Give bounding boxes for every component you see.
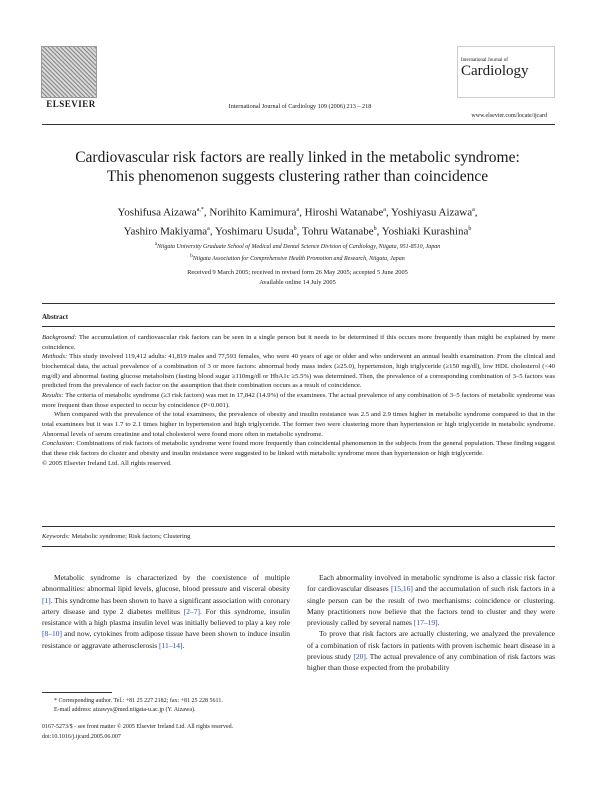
text-run: To prove that risk factors are actually clustering, we analyzed the prevalence of a combination of risk factors in patients with proven ischemic heart disease in a previous study [307, 629, 555, 662]
author-line-1: Yoshifusa Aizawa$^{a,*}$, Norihito Kamimura$^a$, Hiroshi Watanabe$^a$, Yoshiyasu Aizawa$^a$, [117, 206, 478, 219]
publisher-logo-text: ELSEVIER [46, 99, 96, 109]
author-email[interactable]: E-mail address: aizawys@med.niigata-u.ac.jp (Y. Aizawa). [54, 707, 196, 713]
author-affiliation-mark: a [383, 207, 386, 213]
article-dates [80, 268, 515, 287]
section-label: Conclusion: [42, 440, 75, 448]
issn-line: 0167-5273/$ - see front matter © 2005 Elsevier Ireland Ltd. All rights reserved. [42, 724, 234, 730]
abstract-heading-divider [42, 326, 555, 327]
article-title-line2: This phenomenon suggests clustering rather than coincidence [106, 168, 489, 185]
author-affiliation-mark: b [373, 225, 377, 232]
section-text: The accumulation of cardiovascular risk factors can be seen in a single person but it needs to be determined if this occurs more frequently than might be explained by mere coincidence. [42, 334, 556, 351]
affiliation-text: Niigata Association for Comprehensive Health Promotion and Research, Niigata, Japan [192, 256, 405, 262]
text-run: and now, cytokines from adipose tissue have been shown to induce insulin resistance or aggravate atherosclerosis [42, 629, 290, 650]
abstract-results-continued: When compared with the prevalence of the total examinees, the prevalence of obesity and insulin resistance was 2.5 and 2.9 times higher in metabolic syndrome compared to that in the total examinees but it was 1.7 to 2.1 times higher in hypertension and high triglyceride. The former two were clustering more than hypertension or high triglyceride in metabolic syndrome. Abnormal levels of serum creatinine and total cholesterol were found more often in metabolic syndrome. [42, 411, 555, 438]
abstract-conclusion [42, 439, 555, 458]
text-run: Metabolic syndrome is characterized by the coexistence of multiple abnormalities: abnormal lipid levels, glucose, blood pressure and visceral obesity [42, 573, 290, 594]
abstract-body [42, 333, 555, 468]
citation-link[interactable]: [2–7] [183, 606, 200, 616]
keywords [42, 533, 555, 540]
text-run: and the accumulation of such risk factors in a single person can be the result of two mechanisms: coincidence or clustering. Many practitioners now believe that the factors tend to cluster and they were previously called by several names [307, 584, 555, 628]
author-affiliation-mark: a,* [196, 207, 204, 213]
citation-link[interactable]: [15,16] [391, 584, 413, 594]
right-column [307, 572, 555, 674]
body-paragraph [42, 572, 290, 651]
article-title-line1: Cardiovascular risk factors are really linked in the metabolic syndrome: [75, 149, 520, 166]
abstract-methods [42, 352, 555, 391]
doi-line[interactable]: doi:10.1016/j.ijcard.2005.06.007 [42, 733, 121, 740]
copyright-notice: © 2005 Elsevier Ireland Ltd. All rights reserved. [42, 459, 172, 467]
journal-cover-subtitle: International Journal of [461, 58, 508, 63]
citation-link[interactable]: [1] [42, 595, 51, 605]
affiliation-b [80, 252, 515, 264]
author-affiliation-mark: b [293, 225, 297, 232]
section-label: Background: [42, 334, 77, 341]
section-text: Combinations of risk factors of metabolic syndrome were found more frequently than coincidental phenomenon in the subjects from the general population. These finding suggest that these risk factors do cluster and obesity and insulin resistance were suggested to be linked with metabolic syndrome more than hypertension or high triglyceride. [42, 440, 555, 457]
citation-link[interactable]: [11–14] [159, 640, 183, 650]
abstract-heading: Abstract [42, 313, 69, 321]
abstract-results [42, 391, 555, 410]
header-divider [42, 124, 555, 125]
journal-cover-title: Cardiology [461, 63, 529, 79]
text-run: . The actual prevalence of any combination of risk factors was higher than those expected from the probability [307, 652, 555, 673]
section-text: The criteria of metabolic syndrome (≥3 risk factors) was met in 17,842 (14.9%) of the examinees. The actual prevalence of any combination of 3–5 factors of metabolic syndrome was more frequent than those expected to occur by coincidence (P<0.001). [42, 391, 556, 409]
text-run: . This syndrome has been shown to have a significant association with coronary artery disease and type 2 diabetes mellitus [42, 595, 290, 616]
section-label: Results: [42, 391, 64, 399]
section-label: Methods: [42, 353, 68, 361]
author-name: Yoshimaru Usuda [214, 225, 294, 238]
author-name: Tohru Watanabe [301, 225, 374, 238]
citation-link[interactable]: [17–19] [413, 618, 438, 628]
author-name: Yoshiyasu Aizawa [391, 206, 473, 219]
journal-citation: International Journal of Cardiology 109 (2006) 213 – 218 [228, 103, 372, 110]
corresponding-author-footnote [42, 697, 290, 715]
body-paragraph [307, 572, 555, 628]
footnote-divider [42, 692, 112, 693]
corresponding-author: * Corresponding author. Tel.: +81 25 227 2182; fax: +81 25 228 5611. [54, 698, 223, 704]
text-run: . [437, 618, 440, 628]
abstract-background [42, 333, 555, 352]
publisher-logo-image [41, 46, 97, 98]
author-name: Hiroshi Watanabe [304, 206, 384, 219]
author-name: Yoshiaki Kurashina [381, 225, 469, 238]
author-name: Yoshifusa Aizawa [117, 206, 197, 219]
journal-url[interactable]: www.elsevier.com/locate/ijcard [471, 113, 547, 119]
keywords-label: Keywords: [42, 533, 70, 540]
body-paragraph [307, 628, 555, 673]
author-name: Norihito Kamimura [209, 206, 297, 219]
citation-link[interactable]: [20] [353, 652, 366, 662]
text-run: Each abnormality involved in metabolic syndrome is also a classic risk factor for cardiovascular diseases [307, 573, 555, 594]
online-date: Available online 14 July 2005 [259, 278, 336, 286]
affiliations [80, 240, 515, 264]
affiliation-mark: b [190, 254, 193, 259]
abstract-top-divider [42, 303, 555, 304]
issn-doi [42, 723, 342, 742]
affiliation-mark: a [154, 242, 157, 247]
text-run: . [182, 640, 185, 650]
text-run: . For this syndrome, insulin resistance with a high plasma insulin level was initially believed to play a key role [42, 606, 290, 628]
abstract-bottom-divider [42, 546, 555, 547]
section-text: This study involved 119,412 adults: 41,819 males and 77,593 females, who were 40 years of age or older and who underwent an annual health examination. From the clinical and biochemical data, the actual prevalence of a combination of 3 or more factors: abnormal body mass index (≥25.0), hypertension, high triglyceride (≥150 mg/dl), low HDL cholesterol (<40 mg/dl) and abnormal fasting glucose metabolism (fasting blood sugar ≥110mg/dl or HbA1c ≥5.5%) was determined. Then, the prevalence of a corresponding combination of 3–5 factors was predicted from the prevalence of each factor on the assumption that their combination occurs as a result of coincidence. [42, 353, 555, 390]
author-affiliation-mark: a [472, 207, 475, 213]
received-dates: Received 9 March 2005; received in revised form 26 May 2005; accepted 5 June 2005 [187, 269, 408, 276]
author-list [60, 202, 535, 239]
author-name: Yashiro Makiyama [123, 225, 208, 238]
article-title [30, 148, 565, 186]
left-column [42, 572, 290, 651]
author-affiliation-mark: b [468, 225, 472, 232]
affiliation-text: Niigata University Graduate School of Medical and Dental Science Division of Cardiology, Niigata, 951-8510, Japan [156, 244, 441, 250]
keywords-divider [42, 526, 555, 527]
author-affiliation-mark: a [207, 225, 210, 232]
author-line-2: Yashiro Makiyama$^a$, Yoshimaru Usuda$^b$, Tohru Watanabe$^b$, Yoshiaki Kurashina$^b$ [123, 225, 472, 238]
keywords-text: Metabolic syndrome; Risk factors; Clustering [71, 533, 191, 540]
author-affiliation-mark: a [296, 207, 300, 213]
affiliation-a [80, 240, 515, 252]
citation-link[interactable]: [8–10] [42, 629, 62, 639]
